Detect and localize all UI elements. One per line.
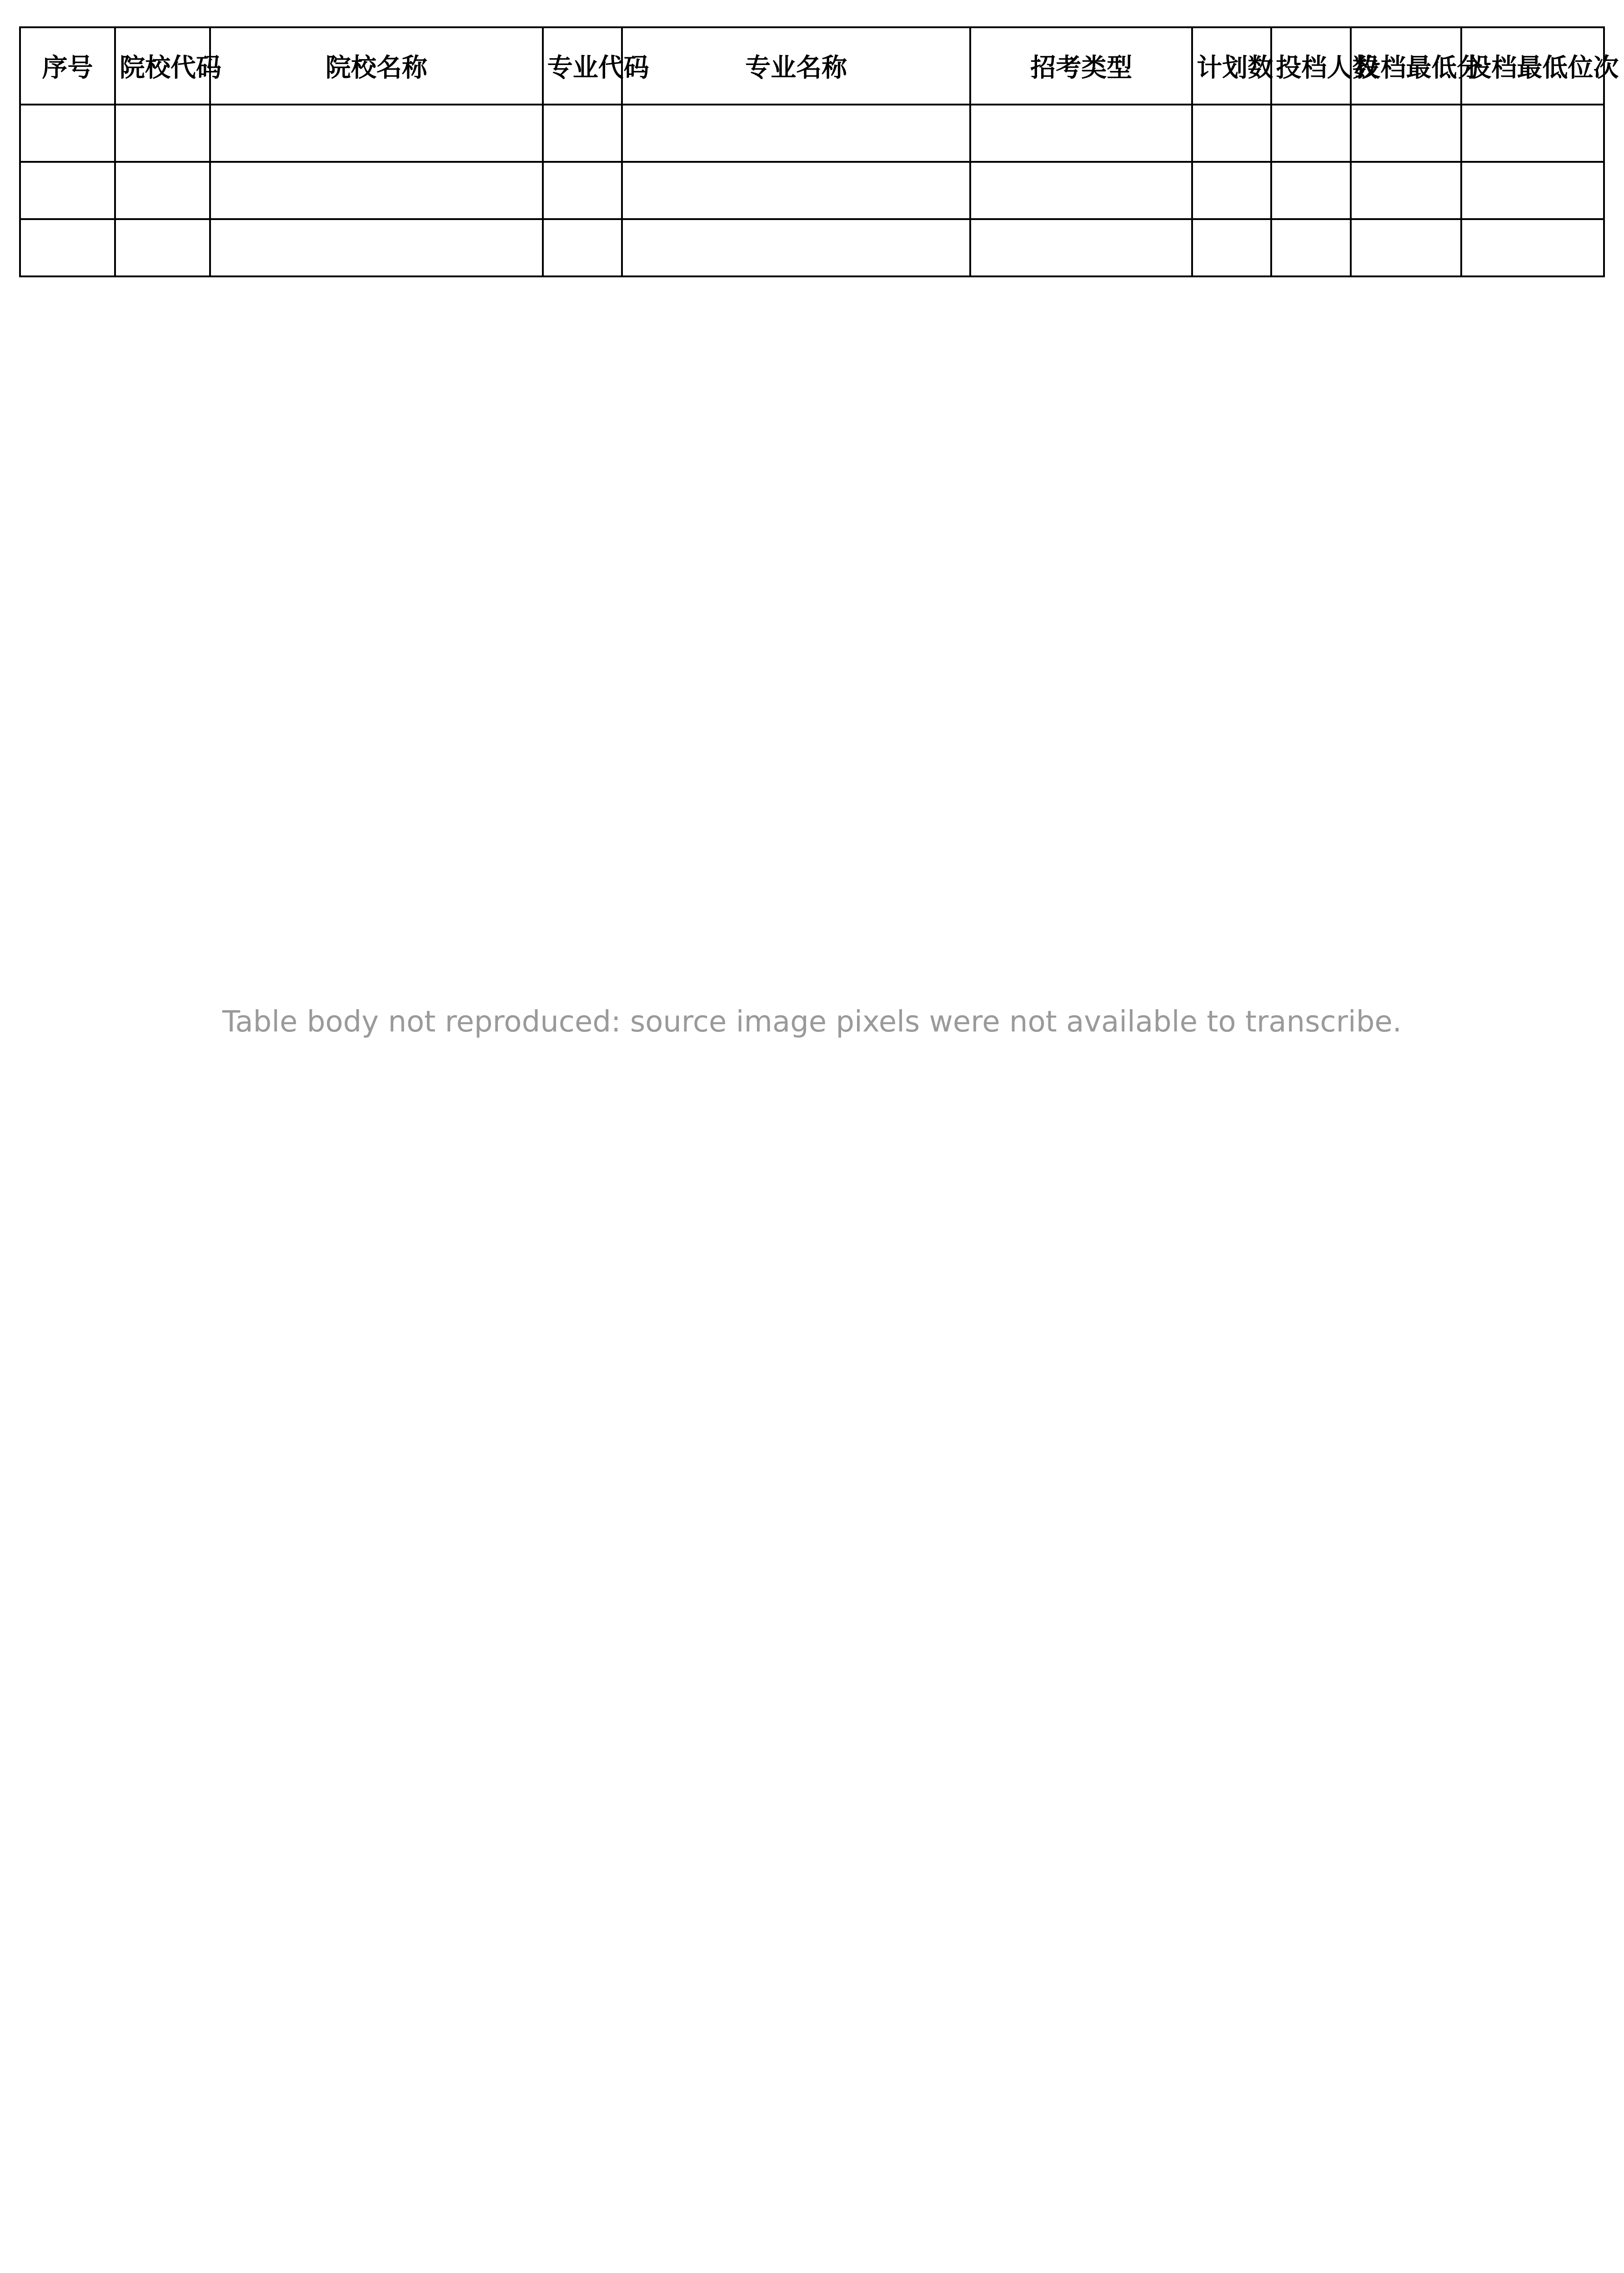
cell-exam-type bbox=[970, 162, 1192, 219]
cell-school-code bbox=[115, 219, 210, 276]
cell-seq bbox=[20, 219, 115, 276]
column-header-min-rank: 投档最低位次 bbox=[1461, 27, 1604, 105]
cell-min-rank bbox=[1461, 162, 1604, 219]
column-header-plan: 计划数 bbox=[1192, 27, 1271, 105]
cell-plan bbox=[1192, 219, 1271, 276]
page bbox=[19, 26, 1619, 2204]
cell-admitted bbox=[1271, 219, 1350, 276]
column-header-school-code: 院校代码 bbox=[115, 27, 210, 105]
table-row bbox=[20, 162, 1604, 219]
cell-min-score bbox=[1351, 105, 1462, 162]
cell-min-rank bbox=[1461, 219, 1604, 276]
cell-seq bbox=[20, 105, 115, 162]
cell-major-code bbox=[543, 219, 622, 276]
cell-major-code bbox=[543, 105, 622, 162]
cell-major-name bbox=[622, 162, 970, 219]
column-header-major-name: 专业名称 bbox=[622, 27, 970, 105]
column-header-major-code: 专业代码 bbox=[543, 27, 622, 105]
cell-major-code bbox=[543, 162, 622, 219]
cell-min-rank bbox=[1461, 105, 1604, 162]
column-header-school-name: 院校名称 bbox=[210, 27, 543, 105]
cell-school-name bbox=[210, 105, 543, 162]
cell-major-name bbox=[622, 105, 970, 162]
cell-exam-type bbox=[970, 105, 1192, 162]
cell-min-score bbox=[1351, 162, 1462, 219]
column-header-admitted: 投档人数 bbox=[1271, 27, 1350, 105]
cell-major-name bbox=[622, 219, 970, 276]
transcription-notice: Table body not reproduced: source image pixels were not available to transcribe. bbox=[222, 1005, 1402, 1039]
column-header-exam-type: 招考类型 bbox=[970, 27, 1192, 105]
cell-plan bbox=[1192, 105, 1271, 162]
cell-min-score bbox=[1351, 219, 1462, 276]
table-header-row bbox=[20, 27, 1604, 105]
cell-school-code bbox=[115, 162, 210, 219]
table-body bbox=[20, 105, 1604, 276]
column-header-min-score: 投档最低分 bbox=[1351, 27, 1462, 105]
cell-seq bbox=[20, 162, 115, 219]
cell-admitted bbox=[1271, 105, 1350, 162]
table-row bbox=[20, 219, 1604, 276]
cell-school-name bbox=[210, 162, 543, 219]
column-header-seq: 序号 bbox=[20, 27, 115, 105]
cell-school-name bbox=[210, 219, 543, 276]
admissions-table bbox=[19, 26, 1619, 277]
cell-exam-type bbox=[970, 219, 1192, 276]
table-row bbox=[20, 105, 1604, 162]
cell-plan bbox=[1192, 162, 1271, 219]
cell-school-code bbox=[115, 105, 210, 162]
cell-admitted bbox=[1271, 162, 1350, 219]
